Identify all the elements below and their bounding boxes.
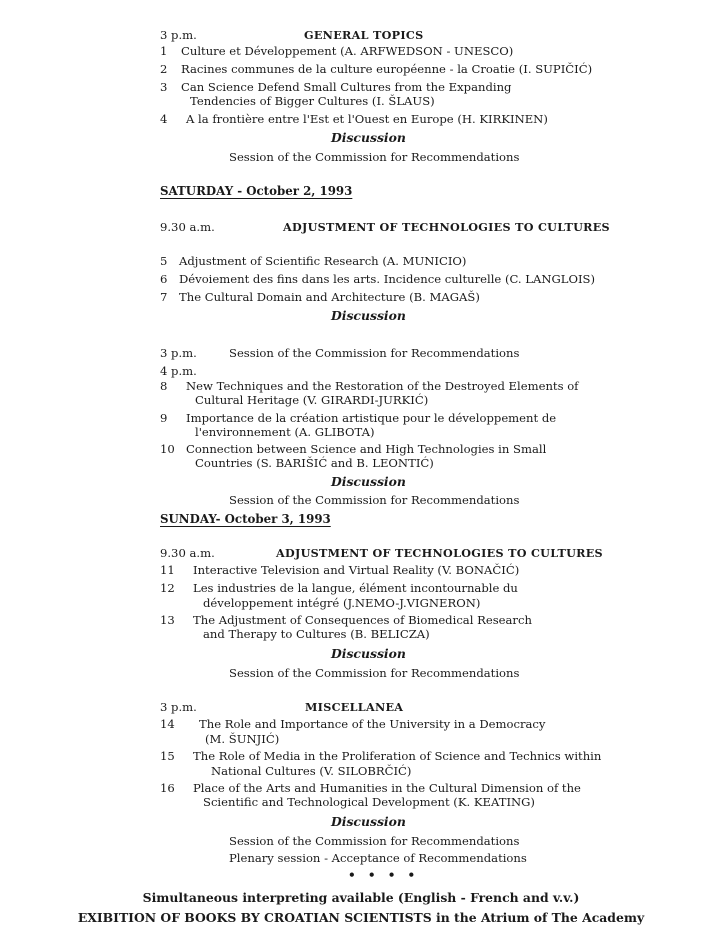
agenda-item: Racines communes de la culture européenne - la Croatie (I. SUPIČIĆ) [181, 62, 593, 76]
agenda-item: Culture et Développement (A. ARFWEDSON - UNESCO) [181, 44, 514, 58]
item-number: 14 [160, 717, 175, 731]
agenda-item: A la frontière entre l'Est et l'Ouest en Europe (H. KIRKINEN) [186, 112, 548, 126]
item-number: 15 [160, 749, 175, 763]
session-title: GENERAL TOPICS [304, 28, 424, 42]
agenda-item-line: Place of the Arts and Humanities in the Cultural Dimension of the [193, 781, 581, 795]
discussion-label: Discussion [331, 474, 406, 489]
day-heading: SUNDAY- October 3, 1993 [160, 512, 331, 526]
commission-session: Session of the Commission for Recommendations [229, 834, 520, 848]
discussion-label: Discussion [331, 130, 406, 145]
session-time: 4 p.m. [160, 364, 197, 378]
item-number: 12 [160, 581, 175, 595]
agenda-item-line: and Therapy to Cultures (B. BELICZA) [203, 627, 430, 641]
item-number: 4 [160, 112, 168, 126]
agenda-item-line: Scientific and Technological Development (K. KEATING) [203, 795, 535, 809]
item-number: 8 [160, 379, 168, 393]
agenda-item: Adjustment of Scientific Research (A. MUNICIO) [179, 254, 467, 268]
item-number: 7 [160, 290, 168, 304]
session-title: ADJUSTMENT OF TECHNOLOGIES TO CULTURES [283, 220, 610, 234]
agenda-item-line: Importance de la création artistique pour le développement de [186, 411, 557, 425]
item-number: 5 [160, 254, 168, 268]
session-title: MISCELLANEA [305, 700, 404, 714]
agenda-item-line: The Role of Media in the Proliferation of Science and Technics within [193, 749, 602, 763]
plenary-session: Plenary session - Acceptance of Recommendations [229, 851, 527, 865]
agenda-item-line: Can Science Defend Small Cultures from the Expanding [181, 80, 512, 94]
agenda-item-line: l'environnement (A. GLIBOTA) [195, 425, 375, 439]
session-time: 9.30 a.m. [160, 546, 215, 560]
session-title: ADJUSTMENT OF TECHNOLOGIES TO CULTURES [276, 546, 603, 560]
commission-session: Session of the Commission for Recommendations [229, 666, 520, 680]
agenda-item-line: Les industries de la langue, élément incontournable du [193, 581, 518, 595]
item-number: 3 [160, 80, 168, 94]
agenda-item-line: New Techniques and the Restoration of the Destroyed Elements of [186, 379, 579, 393]
discussion-label: Discussion [331, 646, 406, 661]
agenda-item-line: The Role and Importance of the University in a Democracy [199, 717, 546, 731]
day-heading: SATURDAY - October 2, 1993 [160, 184, 353, 198]
session-time: 3 p.m. [160, 346, 197, 360]
agenda-item-line: Tendencies of Bigger Cultures (I. ŠLAUS) [190, 94, 435, 108]
agenda-item-line: développement intégré (J.NEMO-J.VIGNERON) [203, 596, 481, 610]
session-time: 9.30 a.m. [160, 220, 215, 234]
discussion-label: Discussion [331, 814, 406, 829]
agenda-item-line: (M. ŠUNJIĆ) [205, 732, 280, 746]
agenda-item: Interactive Television and Virtual Reality (V. BONAČIĆ) [193, 563, 520, 577]
agenda-item: Dévoiement des fins dans les arts. Incidence culturelle (C. LANGLOIS) [179, 272, 596, 286]
item-number: 1 [160, 44, 168, 58]
item-number: 2 [160, 62, 168, 76]
separator-stars: • • • • [348, 868, 420, 882]
session-time: 3 p.m. [160, 28, 197, 42]
commission-session: Session of the Commission for Recommendations [229, 493, 520, 507]
exhibition-note: EXIBITION OF BOOKS BY CROATIAN SCIENTISTS in the Atrium of The Academy [77, 910, 645, 925]
item-number: 16 [160, 781, 175, 795]
commission-session: Session of the Commission for Recommendations [229, 150, 520, 164]
interpreting-note: Simultaneous interpreting available (English - French and v.v.) [142, 890, 580, 905]
item-number: 9 [160, 411, 168, 425]
commission-session: Session of the Commission for Recommendations [229, 346, 520, 360]
session-time: 3 p.m. [160, 700, 197, 714]
item-number: 6 [160, 272, 168, 286]
agenda-item: The Cultural Domain and Architecture (B. MAGAŠ) [179, 290, 480, 304]
agenda-item-line: Cultural Heritage (V. GIRARDI-JURKIĆ) [195, 393, 429, 407]
agenda-item-line: Countries (S. BARIŠIĆ and B. LEONTIĆ) [195, 456, 434, 470]
item-number: 10 [160, 442, 175, 456]
item-number: 13 [160, 613, 175, 627]
agenda-item-line: The Adjustment of Consequences of Biomedical Research [193, 613, 532, 627]
agenda-item-line: Connection between Science and High Technologies in Small [186, 442, 547, 456]
discussion-label: Discussion [331, 308, 406, 323]
item-number: 11 [160, 563, 175, 577]
agenda-item-line: National Cultures (V. SILOBRČIĆ) [211, 764, 412, 778]
